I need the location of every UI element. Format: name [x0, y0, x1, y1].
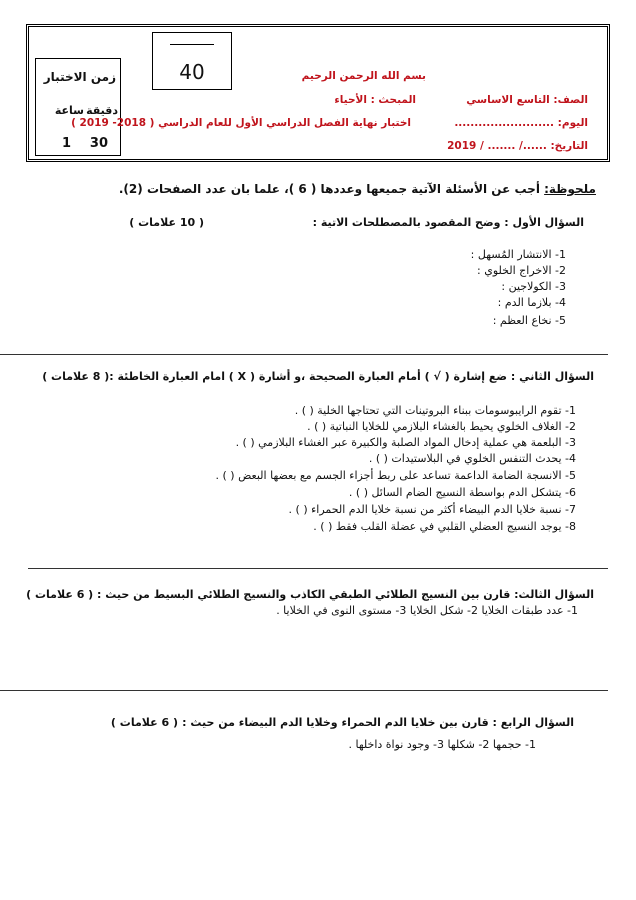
q1-title: السؤال الأول : وضح المقصود بالمصطلحات الاتية : [312, 216, 584, 229]
minutes-value: 30 [89, 136, 108, 151]
hour-label: ساعة [54, 104, 84, 117]
q4-title: السؤال الرابع : قارن بين خلايا الدم الحمراء وخلايا الدم البيضاء من حيث : [182, 716, 574, 729]
q1-marks: ( 10 علامات ) [129, 216, 204, 229]
hours-value: 1 [61, 136, 71, 151]
note-label: ملحوظة: [544, 182, 596, 196]
q2-item-3: 3- البلعمة هي عملية إدخال المواد الصلبة والكبيرة عبر الغشاء البلازمي ( ) . [235, 436, 576, 449]
q2-item-5: 5- الانسجة الضامة الداعمة تساعد على ربط أجزاء الجسم مع بعضها البعض ( ) . [215, 469, 576, 482]
q1-item-2: 2- الاخراج الخلوي : [477, 264, 566, 277]
grade-label: الصف: التاسع الاساسي [466, 94, 588, 106]
q2-item-8: 8- يوجد النسيج العضلي القلبي في عضلة القلب فقط ( ) . [313, 520, 576, 533]
q2-item-6: 6- يتشكل الدم بواسطة النسيج الضام السائل ( ) . [348, 486, 576, 499]
q1-item-1: 1- الانتشار المُسهل : [470, 248, 566, 261]
note [119, 182, 596, 196]
note-text: أجب عن الأسئلة الآتية جميعها وعددها ( 6 )، علما بان عدد الصفحات (2). [118, 182, 545, 196]
q2-item-1: 1- تقوم الرايبوسومات ببناء البروتينات التي تحتاجها الخلية ( ) . [294, 404, 576, 417]
q1-item-5: 5- نخاع العظم : [492, 314, 566, 327]
divider-1 [0, 354, 608, 355]
q2-item-2: 2- الغلاف الخلوي يحيط بالغشاء البلازمي للخلايا النباتية ( ) . [307, 420, 576, 433]
subject-label: المبحث : الأحياء [334, 94, 416, 106]
q2-title: السؤال الثاني : ضع إشارة ( √ ) أمام العبارة الصحيحة ،و أشارة ( X ) امام العبارة الخاطئة :( 8 علامات ) [42, 370, 594, 383]
score-line [170, 44, 214, 45]
q1-item-4: 4- بلازما الدم : [497, 296, 566, 309]
divider-2 [28, 568, 608, 569]
q3-title: السؤال الثالث: قارن بين النسيج الطلائي الطبقي الكاذب والنسيج الطلائي البسيط من حيث : ( 6 علامات ) [26, 588, 594, 601]
day-label: اليوم: ......................... [454, 117, 588, 129]
total-score: 40 [179, 60, 205, 84]
date-label: التاريخ: ....../ ....... / 2019 [447, 140, 588, 152]
exam-title: اختبار نهاية الفصل الدراسي الأول للعام الدراسي ( 2018- 2019 ) [71, 117, 411, 129]
q4-marks: ( 6 علامات ) [110, 716, 178, 729]
q3-items: 1- عدد طبقات الخلايا 2- شكل الخلايا 3- مستوى النوى في الخلايا . [276, 604, 578, 617]
q2-item-4: 4- يحدث التنفس الخلوي في البلاستيدات ( ) . [368, 452, 576, 465]
q1-item-3: 3- الكولاجين : [501, 280, 566, 293]
time-title: زمن الاختبار [43, 70, 116, 84]
q4-items: 1- حجمها 2- شكلها 3- وجود نواة داخلها . [348, 738, 536, 751]
basmala: بسم الله الرحمن الرحيم [301, 70, 426, 82]
q2-item-7: 7- نسبة خلايا الدم البيضاء أكثر من نسبة خلايا الدم الحمراء ( ) . [288, 503, 576, 516]
divider-3 [0, 690, 608, 691]
minute-label: دقيقة [86, 104, 118, 117]
